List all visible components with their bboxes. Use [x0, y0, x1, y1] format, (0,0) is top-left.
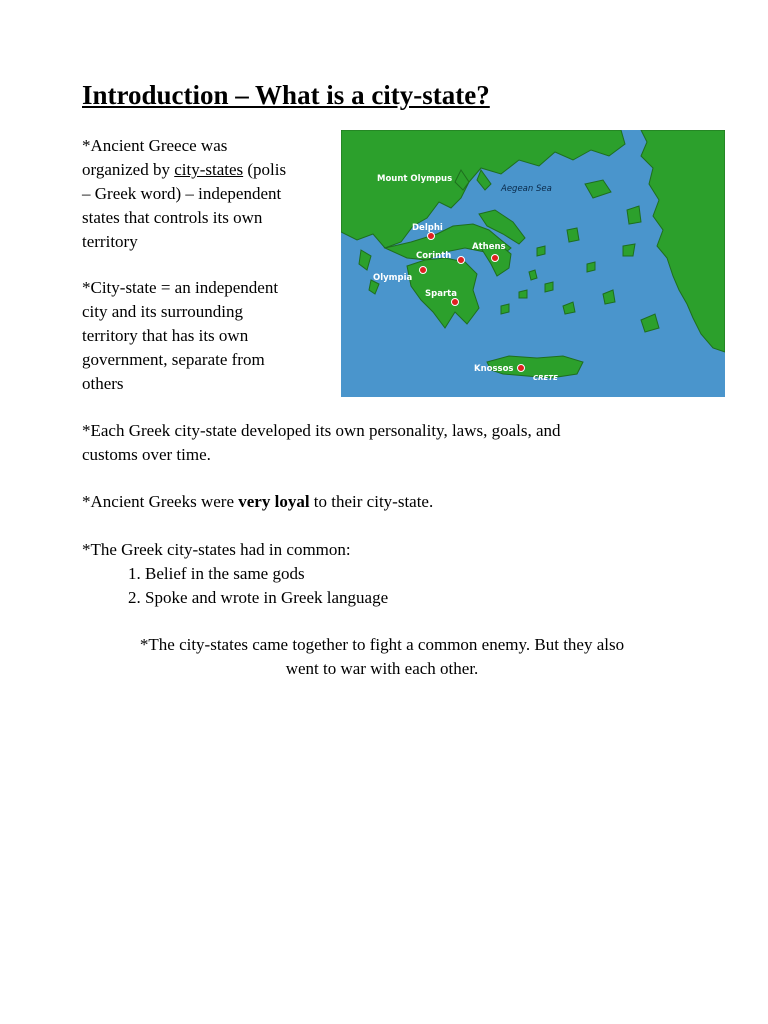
- intro-text: organized by: [82, 160, 175, 179]
- intro-paragraph: [82, 134, 332, 254]
- map-label-delphi: Delphi: [412, 223, 443, 233]
- map-label-crete: CRETE: [533, 374, 558, 382]
- list-item: 1. Belief in the same gods: [128, 564, 305, 583]
- common-intro: *The Greek city-states had in common:: [82, 540, 351, 559]
- definition-line: territory that has its own: [82, 326, 249, 345]
- definition-line: *City-state = an independent: [82, 278, 279, 297]
- city-marker: [428, 233, 435, 240]
- city-marker: [458, 257, 465, 264]
- list-item: 2. Spoke and wrote in Greek language: [128, 588, 389, 607]
- map-label-knossos: Knossos: [474, 364, 514, 374]
- intro-text: (polis: [243, 160, 287, 179]
- loyalty-text: to their city-state.: [309, 492, 434, 511]
- war-line: *The city-states came together to fight a common enemy. But they also: [139, 635, 625, 654]
- map-label-sparta: Sparta: [425, 289, 457, 299]
- definition-paragraph: [82, 276, 332, 396]
- definition-line: government, separate from: [82, 350, 265, 369]
- map-label-mount-olympus: Mount Olympus: [377, 174, 453, 184]
- city-marker: [452, 299, 459, 306]
- intro-line: *Ancient Greece was: [82, 136, 228, 155]
- intro-line: [82, 158, 332, 182]
- war-paragraph: [82, 633, 682, 681]
- personality-line: customs over time.: [82, 445, 211, 464]
- definition-line: others: [82, 374, 124, 393]
- personality-paragraph: [82, 419, 702, 467]
- city-marker: [518, 365, 525, 372]
- map-label-corinth: Corinth: [416, 251, 452, 261]
- definition-line: city and its surrounding: [82, 302, 244, 321]
- greece-map: [341, 130, 725, 397]
- city-marker: [492, 255, 499, 262]
- intro-line: states that controls its own: [82, 208, 263, 227]
- map-label-athens: Athens: [472, 242, 506, 252]
- personality-line: *Each Greek city-state developed its own personality, laws, goals, and: [82, 421, 561, 440]
- map-label-olympia: Olympia: [373, 273, 413, 283]
- very-loyal-emphasis: very loyal: [238, 492, 310, 511]
- map-label-aegean-sea: Aegean Sea: [501, 184, 552, 194]
- city-states-term: city-states: [174, 160, 244, 179]
- intro-line: – Greek word) – independent: [82, 184, 282, 203]
- city-marker: [420, 267, 427, 274]
- loyalty-text: *Ancient Greeks were: [82, 492, 239, 511]
- intro-line: territory: [82, 232, 138, 251]
- war-line: went to war with each other.: [285, 659, 479, 678]
- loyalty-paragraph: [82, 490, 702, 514]
- page-title: Introduction – What is a city-state?: [82, 80, 490, 110]
